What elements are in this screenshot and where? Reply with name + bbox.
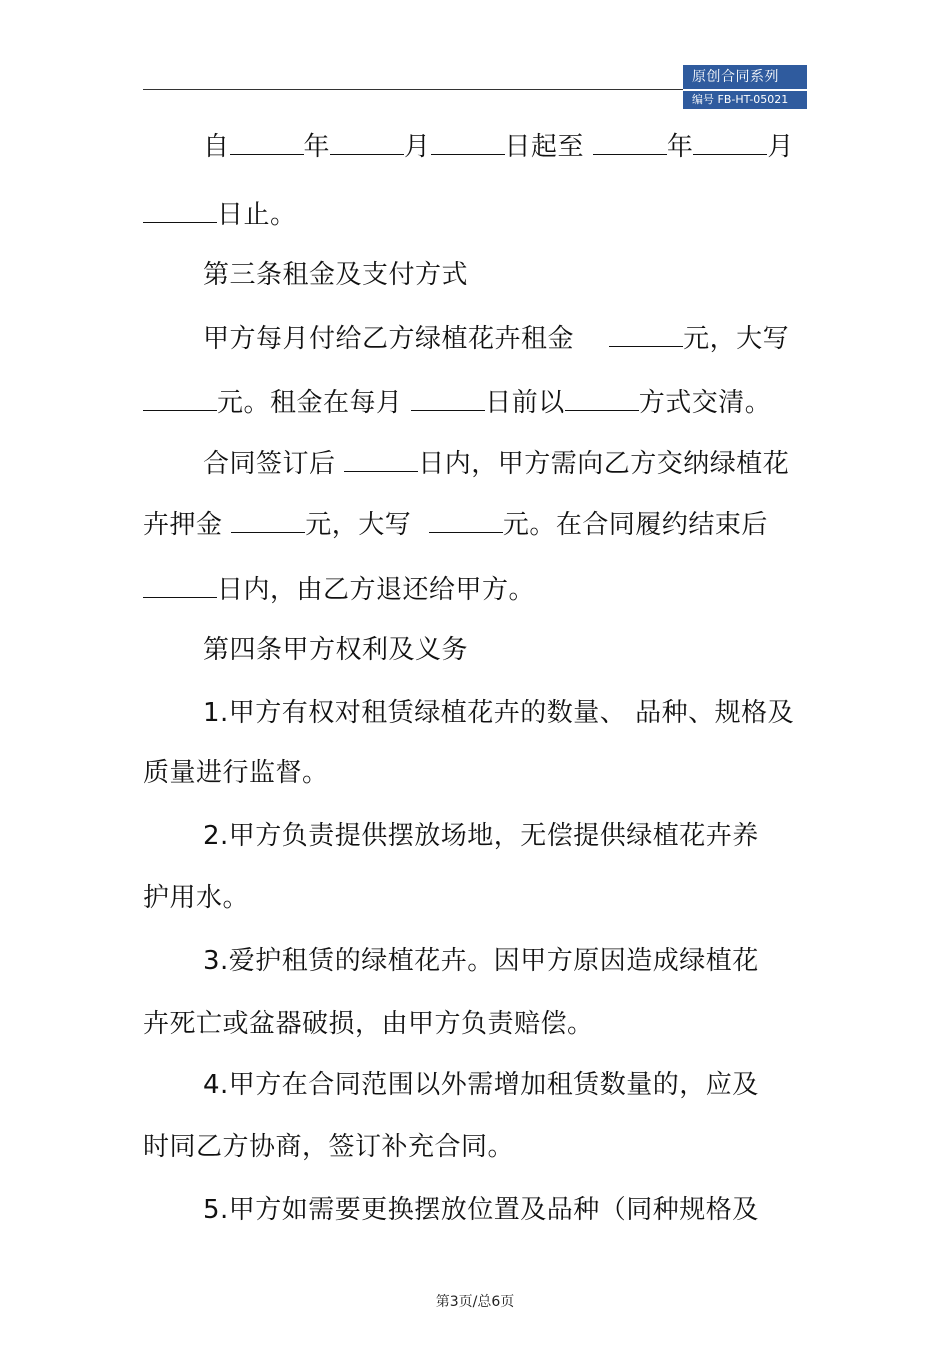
section-heading — [203, 257, 468, 293]
body-line — [203, 943, 759, 979]
text-segment: 第四条甲方权利及义务 — [203, 635, 469, 665]
text-segment: 2.甲方负责提供摆放场地，无偿提供绿植花卉养 — [203, 821, 759, 851]
body-line — [203, 1192, 759, 1228]
text-segment: 卉押金 — [143, 510, 223, 540]
text-segment: 质量进行监督。 — [143, 758, 329, 788]
body-line — [143, 755, 329, 791]
text-segment: 年 — [303, 132, 331, 162]
body-line — [143, 196, 297, 233]
text-segment: 护用水。 — [143, 883, 250, 913]
body-line — [143, 506, 768, 543]
fill-blank — [143, 196, 217, 223]
text-segment: 月 — [767, 132, 794, 162]
body-line — [143, 880, 249, 916]
body-line — [203, 320, 789, 357]
series-label: 原创合同系列 — [683, 65, 807, 89]
text-segment: 合同签订后 — [203, 449, 336, 479]
text-segment: 日内，甲方需向乙方交纳绿植花 — [418, 449, 790, 479]
fill-blank — [230, 128, 304, 155]
fill-blank — [431, 128, 505, 155]
body-line — [143, 384, 771, 421]
fill-blank — [609, 320, 683, 347]
text-segment: 方式交清。 — [638, 388, 772, 418]
contract-code: 编号 FB-HT-05021 — [683, 91, 807, 109]
text-segment: 4.甲方在合同范围以外需增加租赁数量的，应及 — [203, 1070, 759, 1100]
series-badge — [683, 65, 807, 109]
text-segment: 日内，由乙方退还给甲方。 — [217, 575, 536, 605]
fill-blank — [143, 571, 217, 598]
text-segment: 元。租金在每月 — [217, 388, 403, 418]
text-segment: 1.甲方有权对租赁绿植花卉的数量、 品种、规格及 — [203, 698, 795, 728]
body-line — [203, 1067, 759, 1103]
body-line — [143, 1129, 514, 1165]
fill-blank — [429, 506, 503, 533]
section-heading — [203, 632, 468, 668]
text-segment: 日前以 — [485, 388, 565, 418]
text-segment: 元。在合同履约结束后 — [502, 510, 768, 540]
fill-blank — [344, 445, 418, 472]
body-line — [203, 445, 789, 482]
header-rule — [143, 89, 683, 90]
fill-blank — [693, 128, 767, 155]
text-segment: 日止。 — [217, 200, 297, 230]
page-indicator: 第3页/总6页 — [435, 1294, 515, 1310]
fill-blank — [143, 384, 217, 411]
fill-blank — [411, 384, 485, 411]
fill-blank — [565, 384, 639, 411]
text-segment: 时同乙方协商，签订补充合同。 — [143, 1132, 515, 1162]
text-segment: 年 — [666, 132, 694, 162]
text-segment: 元，大写 — [305, 510, 412, 540]
body-line — [203, 128, 794, 165]
fill-blank — [330, 128, 404, 155]
body-line — [203, 695, 794, 731]
text-segment: 日起至 — [504, 132, 585, 162]
text-segment: 卉死亡或盆器破损，由甲方负责赔偿。 — [143, 1009, 594, 1039]
text-segment: 3.爱护租赁的绿植花卉。因甲方原因造成绿植花 — [203, 946, 759, 976]
text-segment: 元，大写 — [683, 324, 790, 354]
body-line — [203, 818, 759, 854]
fill-blank — [231, 506, 305, 533]
body-line — [143, 571, 535, 608]
body-line — [143, 1006, 594, 1042]
fill-blank — [593, 128, 667, 155]
text-segment: 月 — [404, 132, 431, 162]
text-segment: 自 — [203, 132, 230, 162]
text-segment: 5.甲方如需要更换摆放位置及品种（同种规格及 — [203, 1195, 759, 1225]
text-segment: 甲方每月付给乙方绿植花卉租金 — [203, 324, 575, 354]
text-segment: 第三条租金及支付方式 — [203, 260, 469, 290]
